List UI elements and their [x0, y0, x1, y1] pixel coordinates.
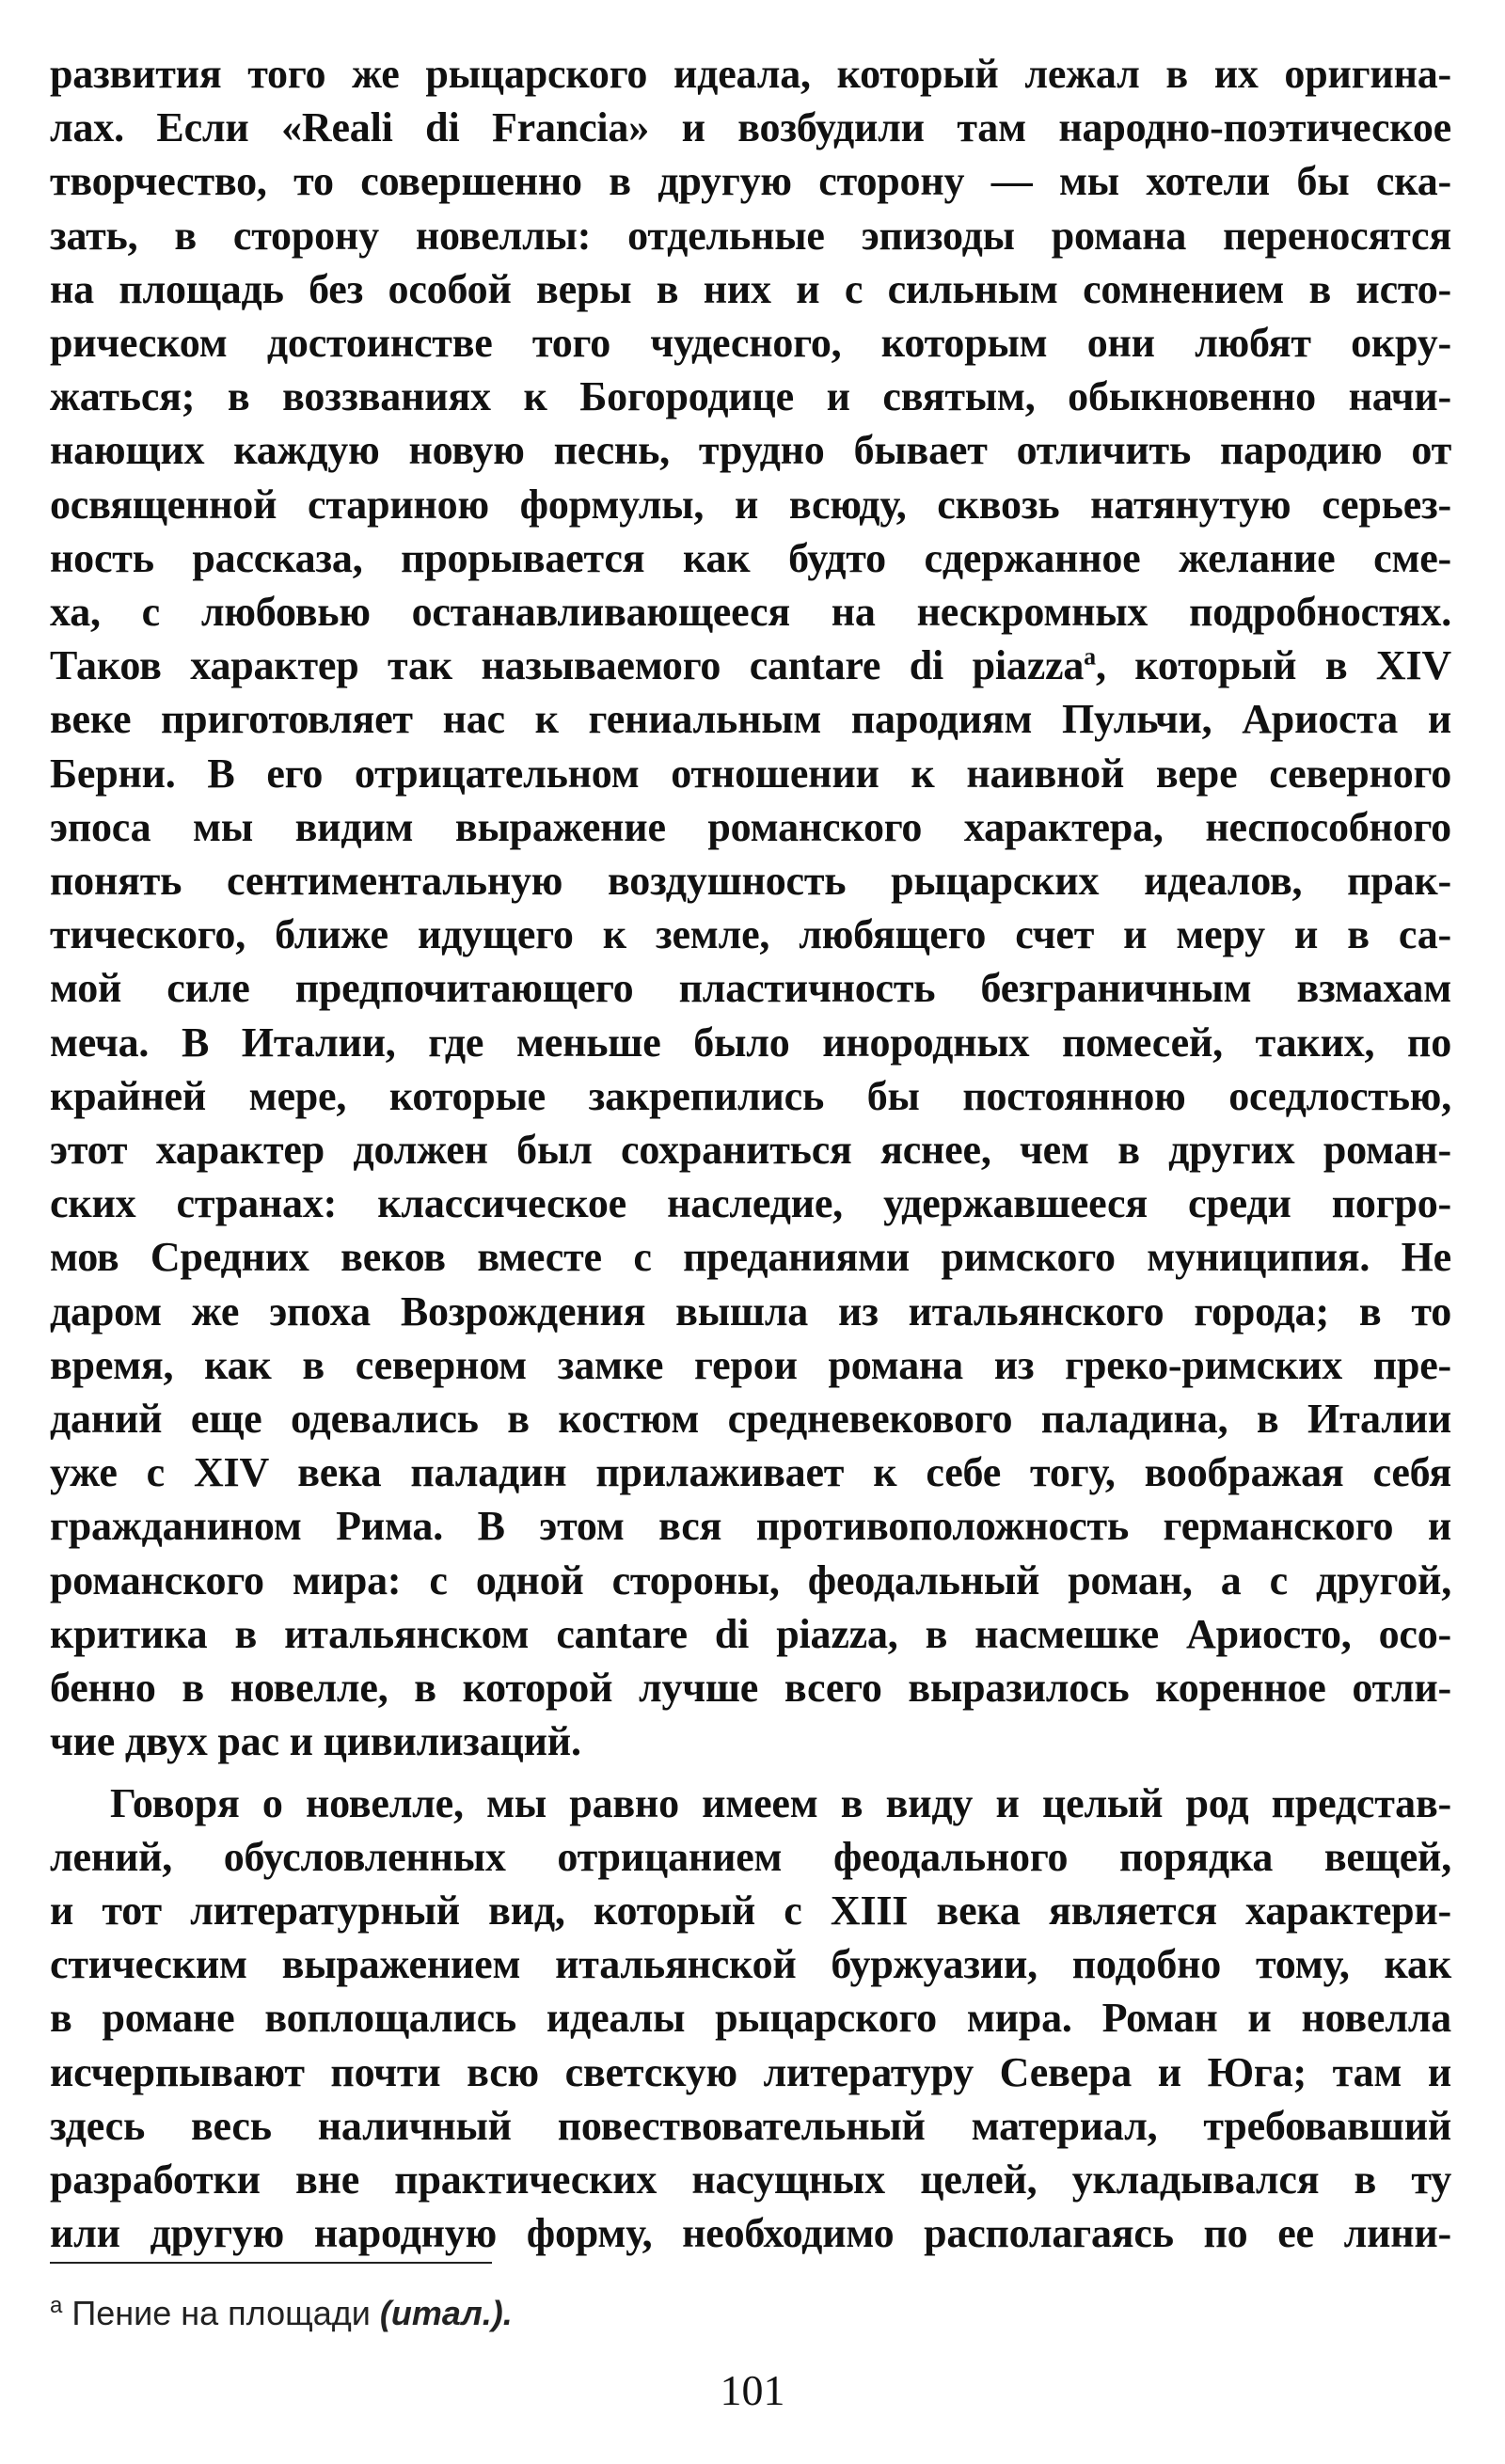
footnote-text: Пение на площади — [71, 2294, 371, 2332]
text-line: понять сентиментальную воздушность рыцарских идеалов, прак- — [50, 858, 1451, 905]
text-line: даром же эпоха Возрождения вышла из итальянского города; в то — [50, 1287, 1451, 1335]
text-line: даний еще одевались в костюм средневекового паладина, в Италии — [50, 1396, 1451, 1443]
text-line: эпоса мы видим выражение романского характера, неспособного — [50, 803, 1451, 850]
text-line: крайней мере, которые закрепились бы постоянною оседлостью, — [50, 1072, 1451, 1119]
text-line: Говоря о новелле, мы равно имеем в виду и целый род представ- — [110, 1779, 1451, 1826]
text-line: веке приготовляет нас к гениальным пародиям Пульчи, Ариоста и — [50, 696, 1451, 743]
text-line: освященной стариною формулы, и всюду, сквозь натянутую серьез- — [50, 481, 1451, 528]
text-line: в романе воплощались идеалы рыцарского мира. Роман и новелла — [50, 1995, 1451, 2042]
text-line: мов Средних веков вместе с преданиями римского муниципия. Не — [50, 1234, 1451, 1281]
text-line: романского мира: с одной стороны, феодальный роман, а с другой, — [50, 1556, 1451, 1603]
footnote-reference: a — [1084, 642, 1096, 671]
text-line: Берни. В его отрицательном отношении к наивной вере северного — [50, 750, 1451, 797]
text-line: разработки вне практических насущных целей, укладывался в ту — [50, 2156, 1451, 2203]
text-line: жаться; в воззваниях к Богородице и святым, обыкновенно начи- — [50, 373, 1451, 420]
paragraph-1 — [50, 47, 1451, 1777]
text-line: или другую народную форму, необходимо располагаясь по ее лини- — [50, 2210, 1451, 2257]
text-line: этот характер должен был сохраниться яснее, чем в других роман- — [50, 1127, 1451, 1174]
text-line: мой силе предпочитающего пластичность безграничным взмахам — [50, 965, 1451, 1012]
text-line: исчерпывают почти всю светскую литературу Севера и Юга; там и — [50, 2048, 1451, 2095]
text-segment: Таков характер так называемого cantare di piazza — [50, 642, 1085, 689]
text-line: нающих каждую новую песнь, трудно бывает отличить пародию от — [50, 427, 1451, 474]
text-line: на площадь без особой веры в них и с сильным сомнением в исто- — [50, 265, 1451, 312]
page-body — [50, 47, 1451, 2260]
page-number: 101 — [720, 2366, 785, 2414]
text-line: стическим выражением итальянской буржуазии, подобно тому, как — [50, 1941, 1451, 1988]
text-line: и тот литературный вид, который с XIII века является характери- — [50, 1887, 1451, 1934]
text-line — [50, 639, 1451, 692]
text-line: ность рассказа, прорывается как будто сдержанное желание сме- — [50, 534, 1451, 581]
text-line: бенно в новелле, в которой лучше всего выразилось коренное отли- — [50, 1665, 1451, 1712]
text-line: ха, с любовью останавливающееся на нескромных подробностях. — [50, 589, 1451, 636]
footnote-marker: a — [50, 2293, 63, 2318]
text-line: ских странах: классическое наследие, удержавшееся среди погро- — [50, 1180, 1451, 1227]
text-line: критика в итальянском cantare di piazza, в насмешке Ариосто, осо- — [50, 1610, 1451, 1657]
text-line: лах. Если «Reali di Francia» и возбудили там народно-поэтическое — [50, 104, 1451, 151]
text-line: меча. В Италии, где меньше было инородных помесей, таких, по — [50, 1019, 1451, 1066]
text-line: тического, ближе идущего к земле, любящего счет и меру и в са- — [50, 911, 1451, 958]
text-line: здесь весь наличный повествовательный материал, требовавший — [50, 2102, 1451, 2149]
text-line: уже с XIV века паладин прилаживает к себе тогу, воображая себя — [50, 1449, 1451, 1496]
text-line: рическом достоинстве того чудесного, которым они любят окру- — [50, 320, 1451, 367]
text-line: время, как в северном замке герои романа из греко-римских пре- — [50, 1341, 1451, 1388]
text-segment: , который в XIV — [1095, 642, 1451, 689]
footnote-divider — [50, 2262, 492, 2264]
footnote-language-note: (итал.). — [379, 2294, 513, 2332]
paragraph-gap — [50, 1769, 1451, 1777]
paragraph-2 — [50, 1777, 1451, 2261]
text-line: чие двух рас и цивилизаций. — [50, 1718, 581, 1765]
text-line: гражданином Рима. В этом вся противоположность германского и — [50, 1503, 1451, 1550]
text-line: лений, обусловленных отрицанием феодального порядка вещей, — [50, 1833, 1451, 1880]
text-line: творчество, то совершенно в другую сторону — мы хотели бы ска- — [50, 158, 1451, 205]
footnote — [50, 2285, 513, 2334]
text-line: зать, в сторону новеллы: отдельные эпизоды романа переносятся — [50, 212, 1451, 259]
text-line: развития того же рыцарского идеала, который лежал в их оригина- — [50, 51, 1451, 97]
